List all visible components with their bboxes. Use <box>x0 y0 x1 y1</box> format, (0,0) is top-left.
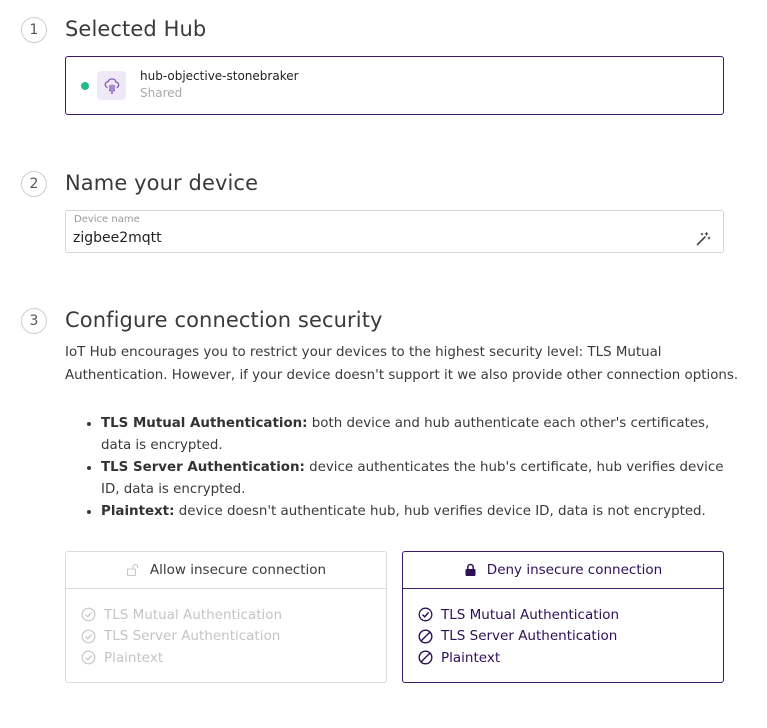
feature-label: TLS Mutual Authentication <box>104 606 283 623</box>
device-name-input[interactable] <box>73 228 673 248</box>
bullet-term: Plaintext: <box>101 504 175 519</box>
step-2-number: 2 <box>21 171 47 197</box>
selected-hub-card[interactable] <box>65 56 724 115</box>
option-header <box>403 552 723 589</box>
hub-shared-label: Shared <box>140 86 183 100</box>
security-levels-list <box>87 413 741 523</box>
option-feature-list <box>66 589 386 669</box>
magic-wand-icon[interactable] <box>695 231 711 247</box>
security-description: IoT Hub encourages you to restrict your devices to the highest security level: TLS Mutual Authentication. However, if your device doesn't support it we also provide other connection options. <box>65 345 739 383</box>
check-circle-icon <box>81 607 96 622</box>
feature-label: Plaintext <box>104 649 164 666</box>
bullet-term: TLS Mutual Authentication: <box>101 416 308 431</box>
hub-status-dot <box>81 82 89 90</box>
list-item <box>418 626 723 648</box>
bullet-text: device doesn't authenticate hub, hub verifies device ID, data is not encrypted. <box>174 504 706 519</box>
unlock-icon <box>126 563 140 577</box>
list-item <box>81 647 386 669</box>
feature-label: Plaintext <box>441 649 501 666</box>
bullet-text: device authenticates the hub's certificate, hub verifies device ID, data is encrypted. <box>101 460 724 497</box>
lock-icon <box>464 563 477 577</box>
ban-icon <box>418 629 433 644</box>
list-item <box>81 604 386 626</box>
list-item <box>101 457 741 501</box>
ban-icon <box>418 650 433 665</box>
feature-label: TLS Server Authentication <box>104 628 281 645</box>
cloud-hub-icon <box>97 71 126 100</box>
bullet-text: both device and hub authenticate each other's certificates, data is encrypted. <box>101 416 710 453</box>
step-3-number: 3 <box>21 308 47 334</box>
deny-insecure-option[interactable] <box>402 551 724 683</box>
step-2-title: Name your device <box>65 171 259 195</box>
list-item <box>418 647 723 669</box>
list-item <box>81 626 386 648</box>
list-item <box>101 413 741 457</box>
check-circle-icon <box>81 650 96 665</box>
option-title: Deny insecure connection <box>486 562 663 578</box>
list-item <box>418 604 723 626</box>
feature-label: TLS Server Authentication <box>441 628 618 645</box>
bullet-term: TLS Server Authentication: <box>101 460 305 475</box>
check-circle-icon <box>81 629 96 644</box>
option-header <box>66 552 386 589</box>
option-title: Allow insecure connection <box>149 562 327 578</box>
step-3-title: Configure connection security <box>65 308 383 332</box>
device-name-label: Device name <box>74 214 140 225</box>
option-feature-list <box>403 589 723 669</box>
feature-label: TLS Mutual Authentication <box>441 606 620 623</box>
device-name-field[interactable] <box>65 210 724 253</box>
check-circle-icon <box>418 607 433 622</box>
step-1-number: 1 <box>21 17 47 43</box>
allow-insecure-option[interactable] <box>65 551 387 683</box>
list-item <box>101 501 741 523</box>
step-1-title: Selected Hub <box>65 17 207 41</box>
hub-name: hub-objective-stonebraker <box>140 69 299 83</box>
